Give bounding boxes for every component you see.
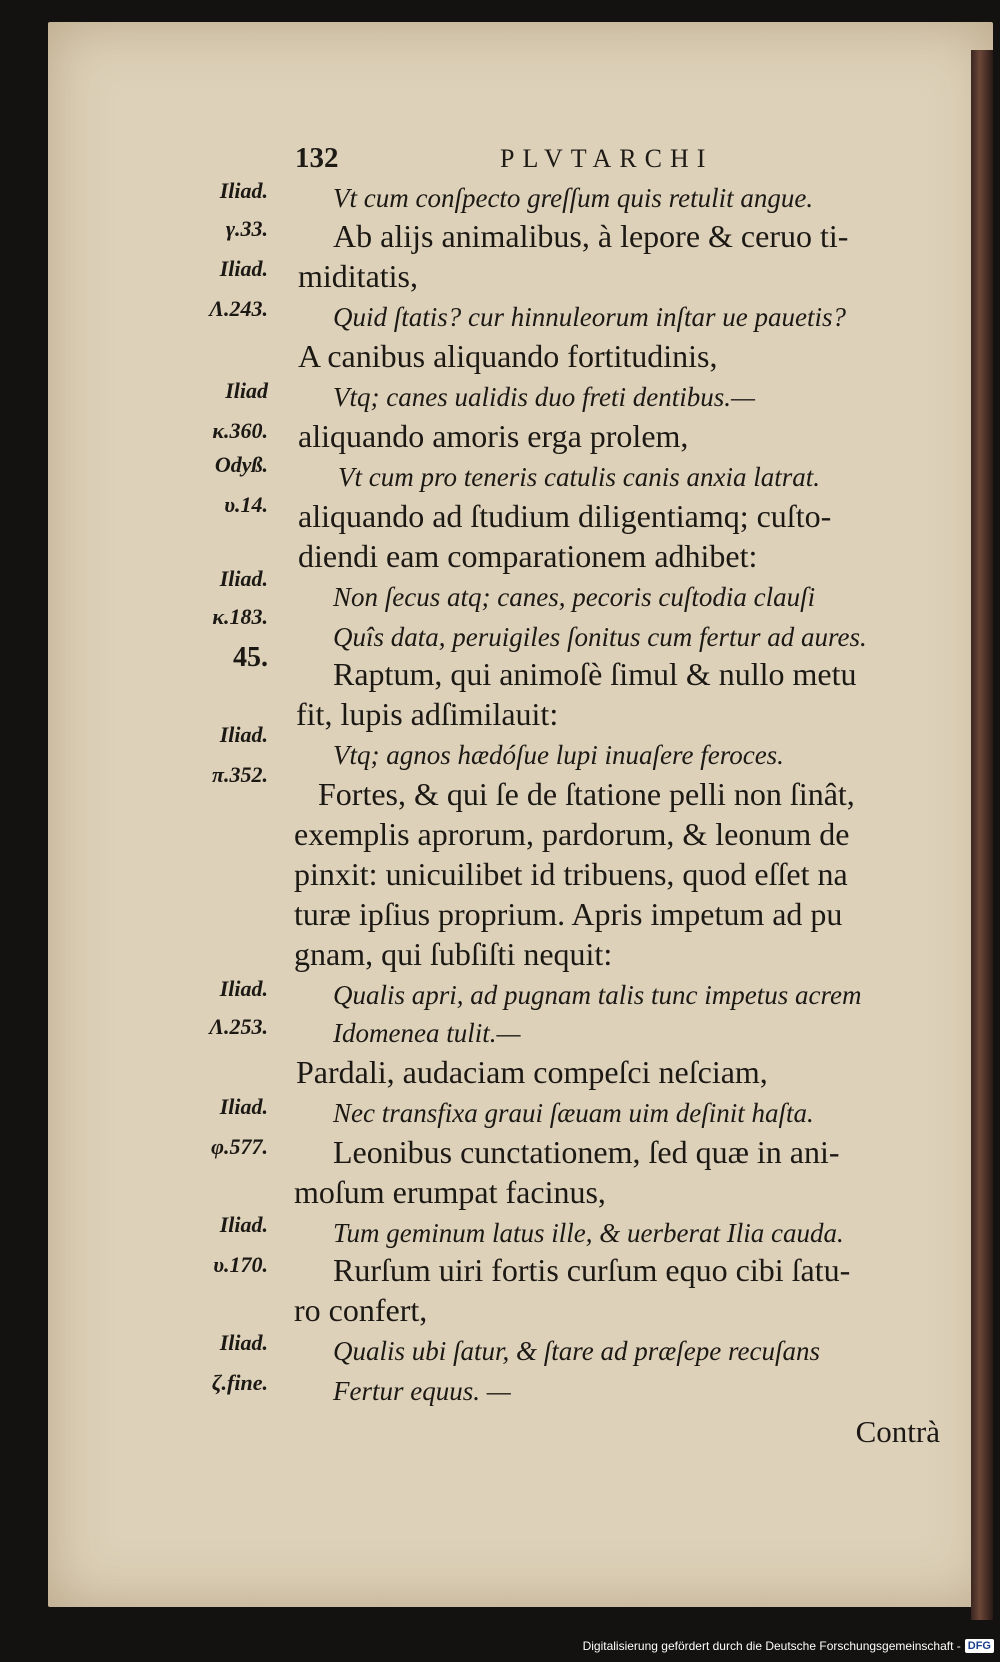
text-line: Vt cum conſpecto greſſum quis retulit angue. (333, 183, 814, 213)
margin-note: κ.183. (212, 604, 268, 629)
dfg-logo: DFG (965, 1639, 994, 1653)
text-line: Vtq; canes ualidis duo freti dentibus.— (333, 382, 755, 412)
page-edge (971, 50, 993, 1620)
margin-note: φ.577. (211, 1134, 268, 1159)
margin-note: Iliad. (219, 1330, 268, 1355)
margin-note: Iliad. (219, 256, 268, 281)
margin-note: κ.360. (212, 418, 268, 443)
footer-text: Digitalisierung gefördert durch die Deutsche Forschungsgemeinschaft - (582, 1639, 961, 1653)
text-line: Tum geminum latus ille, & uerberat Ilia cauda. (333, 1218, 844, 1248)
text-line: Nec transfixa graui ſæuam uim deſinit haſta. (333, 1098, 814, 1128)
text-line: gnam, qui ſubſiſti nequit: (294, 936, 613, 972)
text-line: Qualis ubi ſatur, & ſtare ad præſepe recuſans (333, 1336, 820, 1366)
page-header (295, 142, 815, 178)
text-line: miditatis, (298, 258, 418, 294)
text-line: turæ ipſius proprium. Apris impetum ad pu (294, 896, 843, 932)
text-line: Quîs data, peruigiles ſonitus cum fertur ad aures. (333, 622, 867, 652)
digitization-footer (583, 1636, 994, 1656)
text-line: aliquando ad ſtudium diligentiamq; cuſto- (298, 498, 832, 534)
text-line: Raptum, qui animoſè ſimul & nullo metu (333, 656, 857, 692)
text-line: Non ſecus atq; canes, pecoris cuſtodia clauſi (333, 582, 816, 612)
margin-note: υ.14. (224, 492, 268, 517)
text-line: A canibus aliquando fortitudinis, (298, 338, 718, 374)
margin-note: Λ.243. (209, 296, 268, 321)
margin-note: ζ.fine. (211, 1370, 268, 1395)
text-line: Rurſum uiri fortis curſum equo cibi ſatu- (333, 1252, 851, 1288)
text-line: moſum erumpat facinus, (294, 1174, 606, 1210)
margin-note: 45. (233, 642, 268, 673)
text-line: fit, lupis adſimilauit: (296, 696, 559, 732)
margin-note: Iliad. (219, 566, 268, 591)
margin-note: Odyß. (214, 452, 268, 477)
text-line: pinxit: unicuilibet id tribuens, quod eſſet na (294, 856, 848, 892)
text-line: Pardali, audaciam compeſci neſciam, (296, 1054, 768, 1090)
text-line: Fertur equus. — (333, 1376, 511, 1406)
text-line: ro confert, (294, 1292, 428, 1328)
margin-note: Iliad. (219, 722, 268, 747)
margin-note: Λ.253. (209, 1014, 268, 1039)
text-line: diendi eam comparationem adhibet: (298, 538, 758, 574)
margin-note: Iliad. (219, 976, 268, 1001)
text-line: exemplis aprorum, pardorum, & leonum de (294, 816, 850, 852)
running-title: PLVTARCHI (500, 144, 714, 173)
text-line: Ab alijs animalibus, à lepore & ceruo ti- (333, 218, 849, 254)
text-line: Quid ſtatis? cur hinnuleorum inſtar ue pauetis? (333, 302, 846, 332)
margin-note: π.352. (211, 762, 268, 787)
text-line: Qualis apri, ad pugnam talis tunc impetus acrem (333, 980, 862, 1010)
catchword: Contrà (855, 1414, 940, 1449)
text-line: Leonibus cunctationem, ſed quæ in ani- (333, 1134, 840, 1170)
text-line: Fortes, & qui ſe de ſtatione pelli non ſinât, (318, 776, 855, 812)
margin-note: υ.170. (213, 1252, 268, 1277)
text-line: Vtq; agnos hædóſue lupi inuaſere feroces. (333, 740, 784, 770)
margin-note: Iliad (225, 378, 268, 403)
page-number: 132 (295, 142, 339, 174)
margin-note: γ.33. (225, 216, 268, 241)
text-line: Vt cum pro teneris catulis canis anxia latrat. (338, 462, 820, 492)
text-line: aliquando amoris erga prolem, (298, 418, 689, 454)
text-line: Idomenea tulit.— (333, 1018, 521, 1048)
margin-note: Iliad. (219, 1212, 268, 1237)
margin-note: Iliad. (219, 1094, 268, 1119)
margin-note: Iliad. (219, 178, 268, 203)
